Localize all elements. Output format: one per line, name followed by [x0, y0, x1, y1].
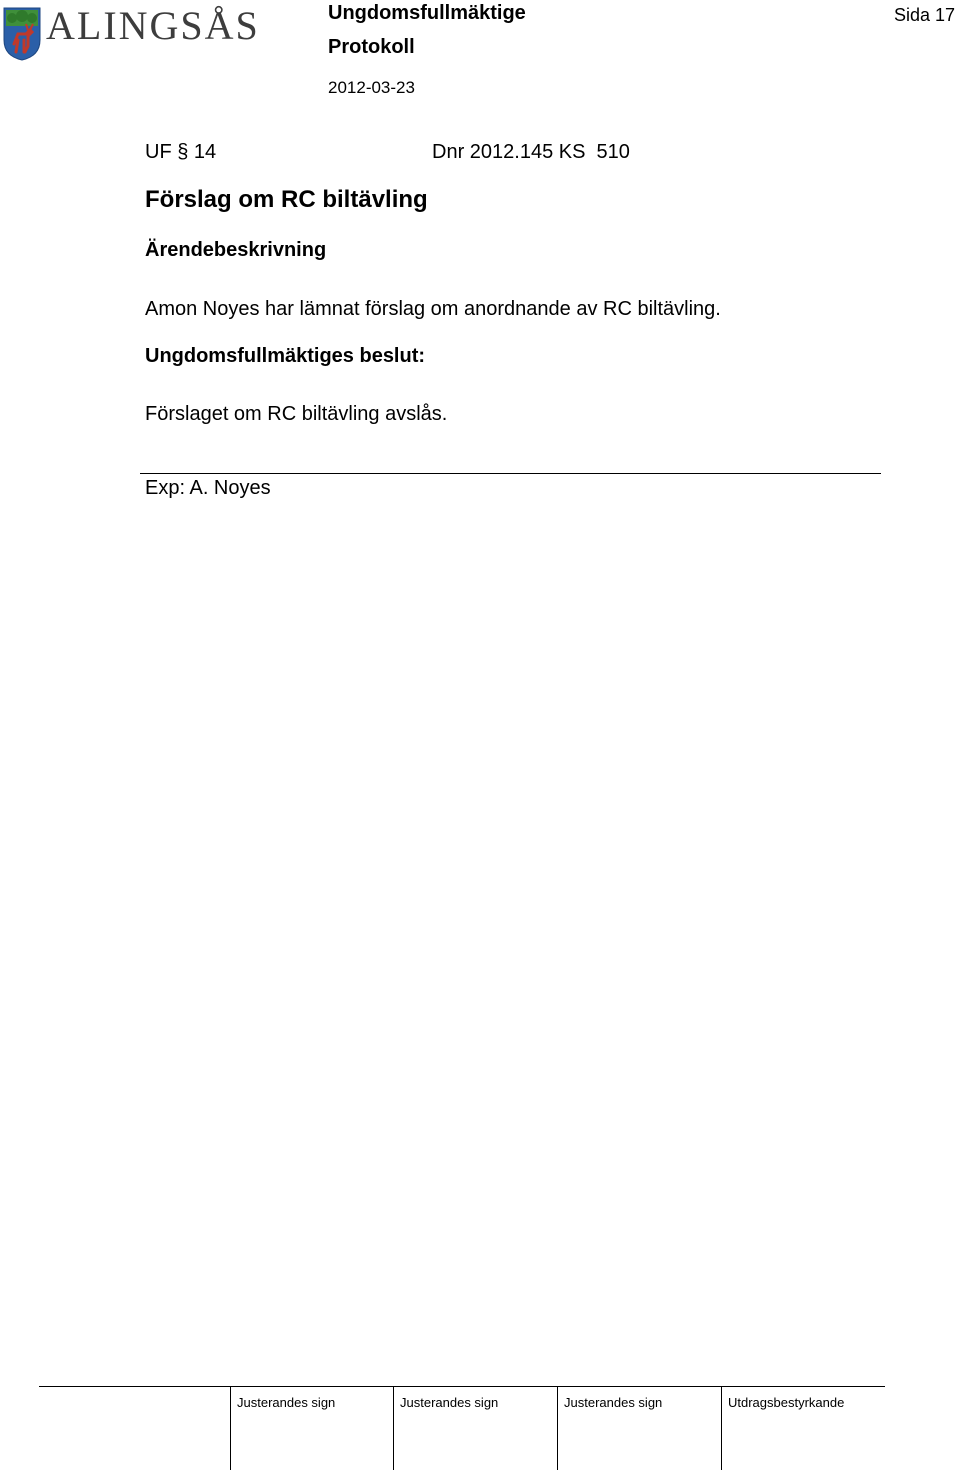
- coat-of-arms-icon: [2, 6, 42, 62]
- header-subtitle: Protokoll: [328, 36, 415, 58]
- case-title: Förslag om RC biltävling: [145, 186, 428, 213]
- case-dnr: Dnr 2012.145 KS 510: [432, 141, 630, 163]
- signature-label: Justerandes sign: [237, 1395, 336, 1410]
- signature-field-2: [393, 1386, 558, 1470]
- signature-field-1: [230, 1386, 394, 1470]
- expedition-note: Exp: A. Noyes: [145, 477, 271, 499]
- header-title: Ungdomsfullmäktige: [328, 2, 526, 24]
- signature-label: Justerandes sign: [400, 1395, 499, 1410]
- signature-field-3: [557, 1386, 722, 1470]
- description-heading: Ärendebeskrivning: [145, 239, 327, 261]
- decision-heading: Ungdomsfullmäktiges beslut:: [145, 345, 426, 367]
- expedition-divider: [140, 473, 881, 474]
- logo-wordmark: ALINGSÅS: [46, 3, 260, 48]
- description-text: Amon Noyes har lämnat förslag om anordnande av RC biltävling.: [145, 298, 721, 320]
- signature-label: Justerandes sign: [564, 1395, 663, 1410]
- case-number: UF § 14: [145, 141, 217, 163]
- certification-label: Utdragsbestyrkande: [728, 1395, 845, 1410]
- page-number: Sida 17: [894, 5, 956, 25]
- extract-certification-field: [721, 1386, 886, 1470]
- header-date: 2012-03-23: [328, 78, 415, 97]
- signature-table: [39, 1386, 885, 1470]
- decision-text: Förslaget om RC biltävling avslås.: [145, 403, 448, 425]
